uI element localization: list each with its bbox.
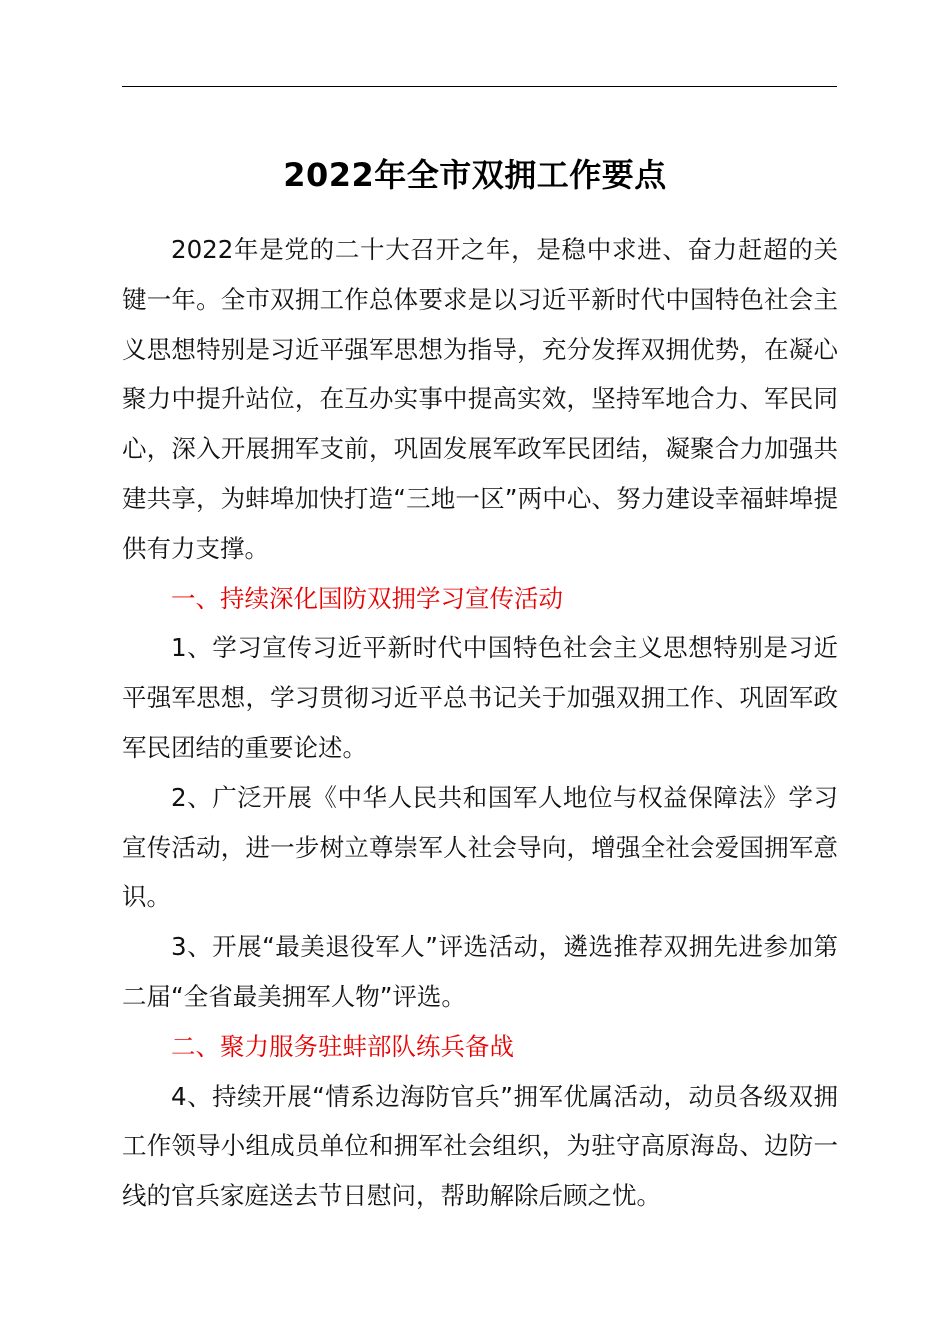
document-title: 2022年全市双拥工作要点	[283, 156, 667, 194]
section-1-item-3: 3、开展“最美退役军人”评选活动，遴选推荐双拥先进参加第二届“全省最美拥军人物”评选。	[122, 932, 838, 1011]
header-rule	[122, 86, 837, 87]
document-body	[122, 225, 838, 1221]
section-heading-1: 一、持续深化国防双拥学习宣传活动	[171, 583, 563, 613]
section-1-item-1: 1、学习宣传习近平新时代中国特色社会主义思想特别是习近平强军思想，学习贯彻习近平总书记关于加强双拥工作、巩固军政军民团结的重要论述。	[122, 633, 838, 762]
section-heading-2: 二、聚力服务驻蚌部队练兵备战	[171, 1031, 514, 1061]
section-2-item-4: 4、持续开展“情系边海防官兵”拥军优属活动，动员各级双拥工作领导小组成员单位和拥军社会组织，为驻守高原海岛、边防一线的官兵家庭送去节日慰问，帮助解除后顾之忧。	[122, 1081, 838, 1211]
intro-paragraph: 2022年是党的二十大召开之年，是稳中求进、奋力赶超的关键一年。全市双拥工作总体要求是以习近平新时代中国特色社会主义思想特别是习近平强军思想为指导，充分发挥双拥优势，在凝心聚力中提升站位，在互办实事中提高实效，坚持军地合力、军民同心，深入开展拥军支前，巩固发展军政军民团结，凝聚合力加强共建共享，为蚌埠加快打造“三地一区”两中心、努力建设幸福蚌埠提供有力支撑。	[122, 235, 838, 563]
section-1-item-2: 2、广泛开展《中华人民共和国军人地位与权益保障法》学习宣传活动，进一步树立尊崇军人社会导向，增强全社会爱国拥军意识。	[122, 782, 838, 912]
